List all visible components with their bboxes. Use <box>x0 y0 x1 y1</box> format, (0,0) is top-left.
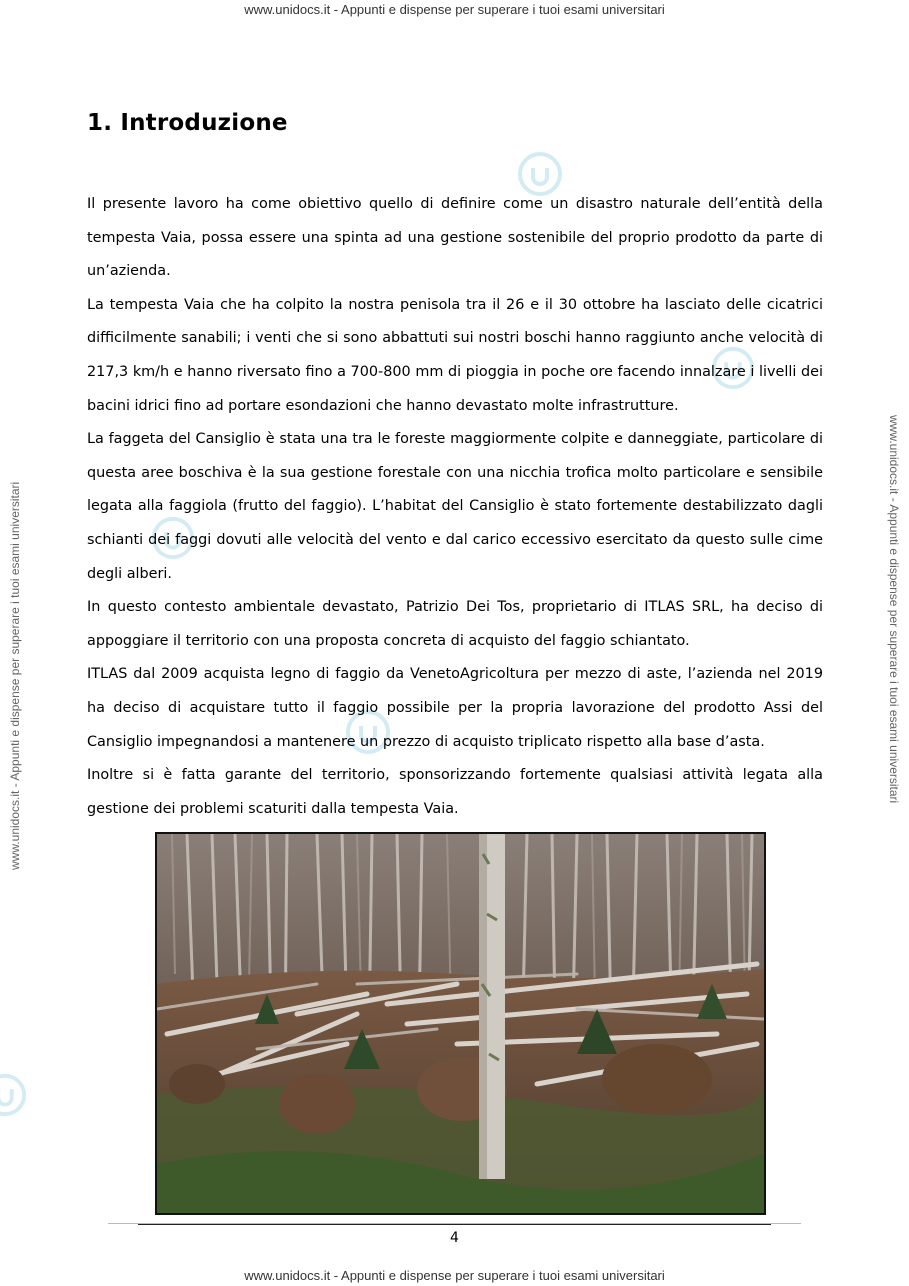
paragraph: ITLAS dal 2009 acquista legno di faggio da VenetoAgricoltura per mezzo di aste, l’azienda nel 2019 ha deciso di acquistare tutto il faggio possibile per la propria lavorazione del prodotto Assi del Cansiglio impegnandosi a mantenere un prezzo di acquisto triplicato rispetto alla base d’asta. <box>87 666 823 750</box>
paragraph: Inoltre si è fatta garante del territorio, sponsorizzando fortemente qualsiasi attività legata alla gestione dei problemi scaturiti dalla tempesta Vaia. <box>87 767 823 817</box>
paragraph: In questo contesto ambientale devastato, Patrizio Dei Tos, proprietario di ITLAS SRL, ha deciso di appoggiare il territorio con una proposta concreta di acquisto del faggio schiantato. <box>87 599 823 649</box>
watermark-side-right: www.unidocs.it - Appunti e dispense per superare i tuoi esami universitari <box>887 415 901 804</box>
page-number: 4 <box>450 1230 459 1246</box>
forest-photo <box>155 832 766 1215</box>
paragraph: La tempesta Vaia che ha colpito la nostra penisola tra il 26 e il 30 ottobre ha lasciato delle cicatrici difficilmente sanabili; i venti che si sono abbattuti sui nostri boschi hanno raggiunto anche velocità di 217,3 km/h e hanno riversato fino a 700-800 mm di pioggia in poche ore facendo innalzare i livelli dei bacini idrici fino ad portare esondazioni che hanno devastato molte infrastrutture. <box>87 296 823 414</box>
paragraph: Il presente lavoro ha come obiettivo quello di definire come un disastro naturale dell’entità della tempesta Vaia, possa essere una spinta ad una gestione sostenibile del proprio prodotto da parte di un’azienda. <box>87 196 823 280</box>
watermark-bottom: www.unidocs.it - Appunti e dispense per superare i tuoi esami universitari <box>244 1268 665 1283</box>
watermark-logo-icon <box>0 1072 28 1118</box>
paragraph: La faggeta del Cansiglio è stata una tra le foreste maggiormente colpite e danneggiate, particolare di questa aree boschiva è la sua gestione forestale con una nicchia trofica molto particolare e sensibile legata alla faggiola (frutto del faggio). L’habitat del Cansiglio è stato fortemente destabilizzato dagli schianti dei faggi dovuti alle velocità del vento e dal carico eccessivo esercitato da questo sulle cime degli alberi. <box>87 431 823 582</box>
footer-divider <box>138 1224 771 1225</box>
watermark-side-left: www.unidocs.it - Appunti e dispense per superare i tuoi esami universitari <box>8 481 22 870</box>
section-heading: 1. Introduzione <box>87 110 288 136</box>
body-text <box>87 188 823 826</box>
watermark-top: www.unidocs.it - Appunti e dispense per superare i tuoi esami universitari <box>244 2 665 17</box>
